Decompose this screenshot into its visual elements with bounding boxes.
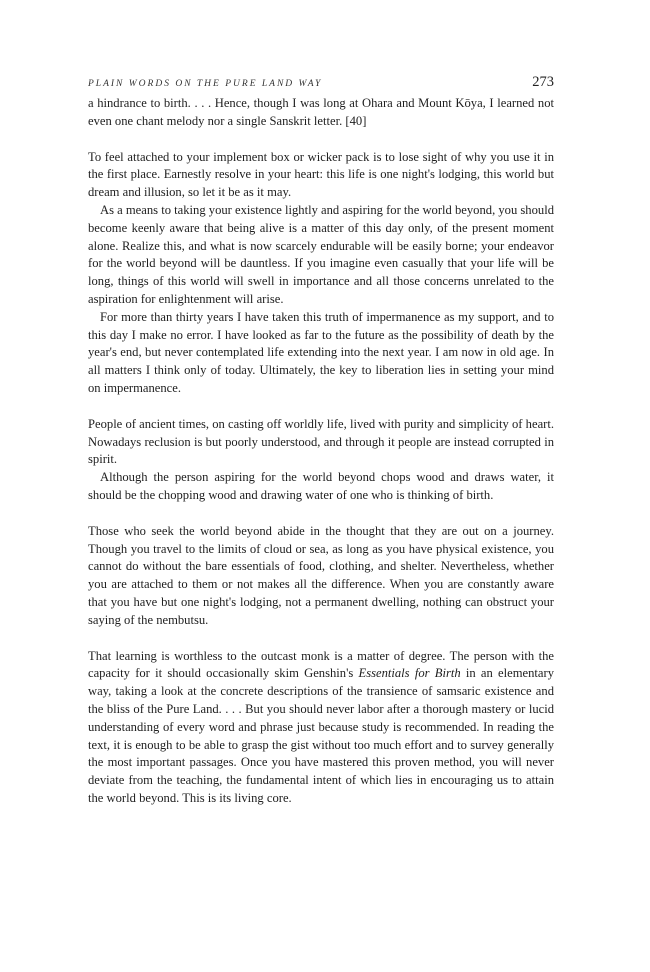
paragraph: As a means to taking your existence lightly and aspiring for the world beyond, you should become keenly aware that being alive is a matter of this day only, of the present moment alone. Realize this, and what is now scarcely endurable will be easily borne; your endeavor for the world beyond will be dauntless. If you imagine even casually that your life will be long, things of this world will swell in importance and all those concerns unrelated to the aspiration for enlightenment will arise. [88, 202, 554, 306]
page-number: 273 [532, 74, 554, 90]
running-head [88, 74, 554, 91]
running-title: PLAIN WORDS ON THE PURE LAND WAY [88, 79, 323, 89]
paragraph-with-citation [88, 648, 554, 808]
paragraph-text-after: in an elementary way, taking a look at the concrete descriptions of the transience of samsaric existence and the bliss of the Pure Land. . . . But you should never labor after a thorough mastery or lucid understanding of every word and phrase just because study is recommended. In reading the text, it is enough to be able to grasp the gist without too much effort and to survey generally the most important passages. Once you have mastered this proven method, you will never deviate from the teaching, the fundamental intent of which lies in encouraging us to attain the world beyond. This is its living core. [88, 666, 555, 805]
paragraph: People of ancient times, on casting off worldly life, lived with purity and simplicity of heart. Nowadays reclusion is but poorly understood, and through it people are instead corrupted in spirit. [88, 416, 554, 467]
paragraph-text-before: That learning is worthless to the outcast monk is a matter of degree. The person with the capacity for it should occasionally skim Genshin's [88, 648, 554, 681]
paragraph: Those who seek the world beyond abide in the thought that they are out on a journey. Though you travel to the limits of cloud or sea, as long as you have physical existence, you cannot do without the bare essentials of food, clothing, and shelter. Nevertheless, whether you are attached to them or not makes all the difference. When you are constantly aware that you have but one night's lodging, not a permanent dwelling, nothing can obstruct your saying of the nembutsu. [88, 523, 554, 627]
paragraph: For more than thirty years I have taken this truth of impermanence as my support, and to this day I make no error. I have looked as far to the future as the possibility of death by the year's end, but never contemplated life extending into the next year. I am now in old age. In all matters I think only of today. Ultimately, the key to liberation lies in setting your mind on impermanence. [88, 309, 554, 395]
paragraph: To feel attached to your implement box or wicker pack is to lose sight of why you use it in the first place. Earnestly resolve in your heart: this life is one night's lodging, this world but dream and illusion, so let it be as it may. [88, 149, 554, 200]
book-title: Essentials for Birth [358, 666, 461, 681]
paragraph-continuation: a hindrance to birth. . . . Hence, though I was long at Ohara and Mount Kōya, I learned not even one chant melody nor a single Sanskrit letter. [40] [88, 96, 554, 128]
paragraph: Although the person aspiring for the world beyond chops wood and draws water, it should be the chopping wood and drawing water of one who is thinking of birth. [88, 470, 554, 502]
body-text [88, 95, 554, 808]
